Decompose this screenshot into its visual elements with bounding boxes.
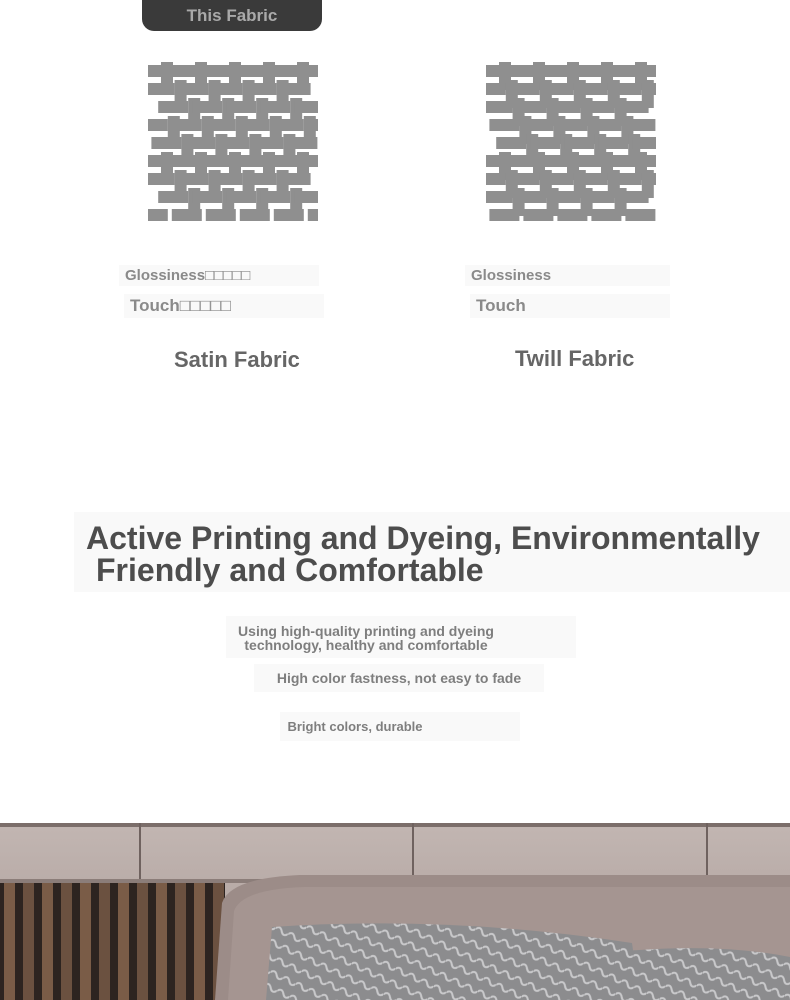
satin-fabric-title: Satin Fabric bbox=[174, 347, 300, 372]
headline-line-1: Active Printing and Dyeing, Environmentally bbox=[86, 520, 760, 556]
twill-glossiness-rating: Glossiness bbox=[465, 265, 670, 286]
feature-color-fastness: High color fastness, not easy to fade bbox=[254, 664, 544, 692]
this-fabric-badge bbox=[142, 0, 322, 31]
satin-weave-icon bbox=[148, 60, 318, 230]
headline-line-2: Friendly and Comfortable bbox=[96, 552, 484, 588]
section-headline bbox=[74, 512, 790, 592]
twill-weave-icon bbox=[486, 60, 656, 230]
feature-1-line-2: technology, healthy and comfortable bbox=[244, 637, 488, 653]
satin-touch-rating: Touch□□□□□ bbox=[124, 294, 324, 318]
satin-glossiness-rating: Glossiness□□□□□ bbox=[119, 265, 319, 286]
bedroom-product-photo bbox=[0, 823, 790, 1000]
feature-1-line-1: Using high-quality printing and dyeing bbox=[238, 623, 494, 639]
twill-touch-rating: Touch bbox=[470, 294, 670, 318]
twill-fabric-title: Twill Fabric bbox=[515, 346, 635, 371]
feature-bright-colors: Bright colors, durable bbox=[280, 712, 520, 741]
feature-printing-technology bbox=[226, 616, 576, 658]
badge-label: This Fabric bbox=[186, 5, 278, 25]
